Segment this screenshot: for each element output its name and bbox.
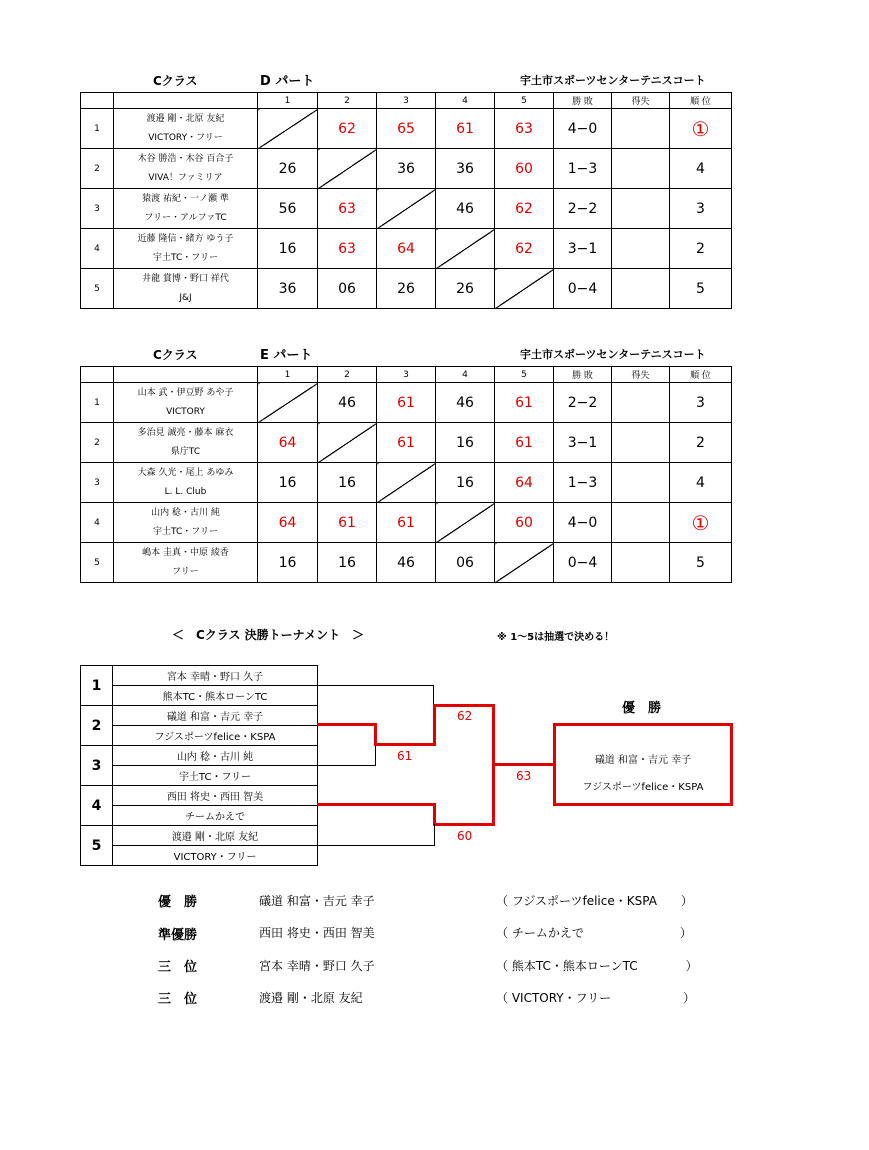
header-col: 3 [377, 367, 436, 383]
self-match-cell [258, 109, 318, 149]
seed-number: 5 [81, 826, 113, 866]
player-names: 嶋本 圭真・中原 綾香 [142, 547, 229, 558]
bracket-line [317, 685, 433, 686]
entry-team: フジスポーツfelice・KSPA [113, 726, 318, 746]
header-col: 5 [495, 93, 554, 109]
result-team: （ フジスポーツfelice・KSPA ） [496, 894, 693, 908]
row-number: 3 [81, 189, 114, 229]
result-names: 渡邉 剛・北原 友紀 [259, 991, 363, 1005]
score-cell: 62 [495, 189, 554, 229]
rank-cell: 5 [670, 269, 732, 309]
result-label: 優 勝 [158, 895, 198, 910]
bracket-line-winner [317, 723, 375, 726]
entry-names: 山内 稔・古川 純 [113, 746, 318, 766]
score-cell: 64 [377, 229, 436, 269]
player-cell [114, 503, 258, 543]
table-row [81, 423, 732, 463]
row-number: 1 [81, 383, 114, 423]
score-cell: 61 [495, 423, 554, 463]
bracket-line-winner [374, 723, 377, 745]
bracket-line-winner [317, 803, 435, 806]
points-cell [612, 269, 670, 309]
header-col: 2 [318, 93, 377, 109]
rank-cell: 3 [670, 189, 732, 229]
bracket-line-winner [433, 823, 495, 826]
table-row [81, 109, 732, 149]
self-match-cell [377, 189, 436, 229]
points-cell [612, 543, 670, 583]
score-cell: 36 [436, 149, 495, 189]
table-e-venue: 宇土市スポーツセンターテニスコート [520, 348, 706, 361]
self-match-cell [258, 383, 318, 423]
header-col: 3 [377, 93, 436, 109]
player-names: 近藤 隆信・緒方 ゆう子 [137, 233, 234, 244]
player-team: VICTORY [166, 406, 205, 417]
header-blank [114, 93, 258, 109]
self-match-cell [495, 269, 554, 309]
rank-cell: 3 [670, 383, 732, 423]
player-cell [114, 543, 258, 583]
row-number: 5 [81, 543, 114, 583]
player-team: フリー・アルファTC [144, 212, 227, 223]
score-cell: 06 [436, 543, 495, 583]
tournament-title: ＜ Cクラス 決勝トーナメント ＞ [172, 628, 365, 642]
player-cell [114, 149, 258, 189]
self-match-cell [436, 503, 495, 543]
entry-team: 熊本TC・熊本ローンTC [113, 686, 318, 706]
player-cell [114, 423, 258, 463]
player-names: 大森 久光・尾上 あゆみ [137, 467, 234, 478]
row-number: 3 [81, 463, 114, 503]
winloss-cell: 2−2 [554, 383, 612, 423]
result-names: 宮本 幸晴・野口 久子 [259, 959, 375, 973]
table-e-part-label: E パート [260, 348, 313, 363]
score-cell: 26 [377, 269, 436, 309]
rank-cell: 2 [670, 423, 732, 463]
bracket-line [434, 824, 435, 846]
points-cell [612, 423, 670, 463]
seed-number: 4 [81, 786, 113, 826]
points-cell [612, 149, 670, 189]
score-cell: 64 [495, 463, 554, 503]
winloss-cell: 3−1 [554, 423, 612, 463]
points-cell [612, 109, 670, 149]
player-cell [114, 109, 258, 149]
table-d-part-label: D パート [260, 74, 315, 89]
header-col: 1 [258, 367, 318, 383]
player-names: 多治見 誠亮・藤本 麻衣 [137, 427, 234, 438]
seed-number: 1 [81, 666, 113, 706]
rank-cell: ① [670, 109, 732, 149]
table-e-class-label: Cクラス [153, 348, 198, 362]
score-cell: 60 [495, 149, 554, 189]
score-cell: 61 [377, 383, 436, 423]
rank-cell: 5 [670, 543, 732, 583]
row-number: 4 [81, 229, 114, 269]
winloss-cell: 1−3 [554, 463, 612, 503]
table-d-header-row [81, 93, 732, 109]
player-cell [114, 463, 258, 503]
score-cell: 16 [258, 463, 318, 503]
score-cell: 61 [318, 503, 377, 543]
score-cell: 16 [436, 423, 495, 463]
champion-label: 優 勝 [622, 701, 662, 716]
player-team: L. L. Club [164, 486, 207, 497]
header-rank: 順 位 [670, 367, 732, 383]
bracket-line-winner [433, 704, 495, 707]
header-rank: 順 位 [670, 93, 732, 109]
points-cell [612, 383, 670, 423]
player-team: 宇土TC・フリー [153, 526, 218, 537]
table-row [81, 229, 732, 269]
score-cell: 62 [318, 109, 377, 149]
table-row [81, 269, 732, 309]
table-row [81, 503, 732, 543]
result-team: （ VICTORY・フリー ） [496, 991, 696, 1005]
score-cell: 62 [495, 229, 554, 269]
header-winloss: 勝 敗 [554, 93, 612, 109]
player-cell [114, 269, 258, 309]
bracket-line-winner [492, 765, 495, 826]
self-match-cell [318, 423, 377, 463]
score-cell: 06 [318, 269, 377, 309]
winloss-cell: 2−2 [554, 189, 612, 229]
entry-names: 礒道 和富・吉元 幸子 [113, 706, 318, 726]
header-col: 5 [495, 367, 554, 383]
match-score-semi-top: 62 [457, 709, 473, 723]
champion-team: フジスポーツfelice・KSPA [582, 782, 704, 793]
header-winloss: 勝 敗 [554, 367, 612, 383]
header-points: 得失 [612, 367, 670, 383]
header-col: 1 [258, 93, 318, 109]
points-cell [612, 189, 670, 229]
score-cell: 26 [436, 269, 495, 309]
winloss-cell: 0−4 [554, 269, 612, 309]
entry-names: 西田 将史・西田 智美 [113, 786, 318, 806]
header-col: 4 [436, 93, 495, 109]
score-cell: 46 [318, 383, 377, 423]
table-row [81, 463, 732, 503]
entry-names: 渡邉 剛・北原 友紀 [113, 826, 318, 846]
header-blank [81, 367, 114, 383]
player-cell [114, 383, 258, 423]
row-number: 2 [81, 423, 114, 463]
rank-cell: 2 [670, 229, 732, 269]
match-score-r1: 61 [397, 749, 413, 763]
points-cell [612, 463, 670, 503]
winloss-cell: 0−4 [554, 543, 612, 583]
entry-team: 宇土TC・フリー [113, 766, 318, 786]
score-cell: 65 [377, 109, 436, 149]
player-team: VICTORY・フリー [148, 132, 223, 143]
points-cell [612, 503, 670, 543]
table-row [81, 383, 732, 423]
result-team: （ 熊本TC・熊本ローンTC ） [496, 959, 698, 973]
score-cell: 63 [318, 229, 377, 269]
player-names: 山本 武・伊豆野 あや子 [137, 387, 234, 398]
score-cell: 64 [258, 423, 318, 463]
table-d-roundrobin [80, 92, 732, 309]
player-cell [114, 189, 258, 229]
header-points: 得失 [612, 93, 670, 109]
seed-number: 2 [81, 706, 113, 746]
entry-names: 宮本 幸晴・野口 久子 [113, 666, 318, 686]
player-team: VIVA！ファミリア [148, 172, 223, 183]
header-blank [114, 367, 258, 383]
self-match-cell [318, 149, 377, 189]
winloss-cell: 4−0 [554, 109, 612, 149]
entry-team: VICTORY・フリー [113, 846, 318, 866]
score-cell: 63 [318, 189, 377, 229]
result-label: 三 位 [158, 992, 198, 1007]
bracket-line [317, 765, 375, 766]
bracket-line [317, 845, 435, 846]
player-team: フリー [172, 566, 199, 577]
table-e-roundrobin [80, 366, 732, 583]
match-score-final: 63 [516, 769, 532, 783]
bracket-line [375, 745, 376, 766]
result-label: 三 位 [158, 960, 198, 975]
header-col: 4 [436, 367, 495, 383]
player-names: 木谷 勝浩・木谷 百合子 [137, 153, 234, 164]
bracket-line [433, 685, 434, 705]
rank-cell: ① [670, 503, 732, 543]
score-cell: 56 [258, 189, 318, 229]
score-cell: 36 [377, 149, 436, 189]
row-number: 1 [81, 109, 114, 149]
points-cell [612, 229, 670, 269]
result-names: 礒道 和富・吉元 幸子 [259, 894, 375, 908]
score-cell: 61 [495, 383, 554, 423]
score-cell: 16 [318, 463, 377, 503]
bracket-line-winner [492, 704, 495, 766]
row-number: 2 [81, 149, 114, 189]
player-names: 渡邉 剛・北原 友紀 [146, 113, 225, 124]
header-blank [81, 93, 114, 109]
player-names: 山内 稔・古川 純 [151, 507, 220, 518]
score-cell: 61 [377, 423, 436, 463]
table-d-venue: 宇土市スポーツセンターテニスコート [520, 74, 706, 87]
row-number: 5 [81, 269, 114, 309]
score-cell: 61 [436, 109, 495, 149]
header-col: 2 [318, 367, 377, 383]
tournament-entries [80, 665, 318, 866]
score-cell: 60 [495, 503, 554, 543]
score-cell: 16 [258, 229, 318, 269]
self-match-cell [436, 229, 495, 269]
score-cell: 36 [258, 269, 318, 309]
score-cell: 64 [258, 503, 318, 543]
tournament-note: ※ 1～5は抽選で決める！ [497, 632, 615, 643]
score-cell: 46 [377, 543, 436, 583]
row-number: 4 [81, 503, 114, 543]
player-team: 宇土TC・フリー [153, 252, 218, 263]
player-names: 猿渡 祐紀・一ノ瀬 準 [142, 193, 229, 204]
champion-names: 礒道 和富・吉元 幸子 [594, 755, 692, 766]
score-cell: 16 [258, 543, 318, 583]
player-team: J&J [179, 292, 192, 303]
bracket-line-winner [433, 704, 436, 746]
player-cell [114, 229, 258, 269]
result-names: 西田 将史・西田 智美 [259, 926, 375, 940]
self-match-cell [495, 543, 554, 583]
entry-team: チームかえで [113, 806, 318, 826]
rank-cell: 4 [670, 149, 732, 189]
score-cell: 46 [436, 383, 495, 423]
score-cell: 26 [258, 149, 318, 189]
match-score-semi-bottom: 60 [457, 829, 473, 843]
table-row [81, 189, 732, 229]
score-cell: 63 [495, 109, 554, 149]
result-label: 準優勝 [158, 928, 198, 943]
player-team: 県庁TC [170, 446, 201, 457]
rank-cell: 4 [670, 463, 732, 503]
bracket-line-winner [492, 763, 554, 766]
table-row [81, 149, 732, 189]
winloss-cell: 3−1 [554, 229, 612, 269]
score-cell: 46 [436, 189, 495, 229]
bracket-line-winner [374, 743, 435, 746]
result-team: （ チームかえで ） [496, 926, 692, 940]
score-cell: 16 [436, 463, 495, 503]
self-match-cell [377, 463, 436, 503]
player-names: 井龍 賞博・野口 祥代 [142, 273, 229, 284]
winloss-cell: 4−0 [554, 503, 612, 543]
table-row [81, 543, 732, 583]
score-cell: 16 [318, 543, 377, 583]
winloss-cell: 1−3 [554, 149, 612, 189]
score-cell: 61 [377, 503, 436, 543]
seed-number: 3 [81, 746, 113, 786]
table-d-class-label: Cクラス [153, 74, 198, 88]
champion-box [553, 723, 733, 806]
table-e-header-row [81, 367, 732, 383]
